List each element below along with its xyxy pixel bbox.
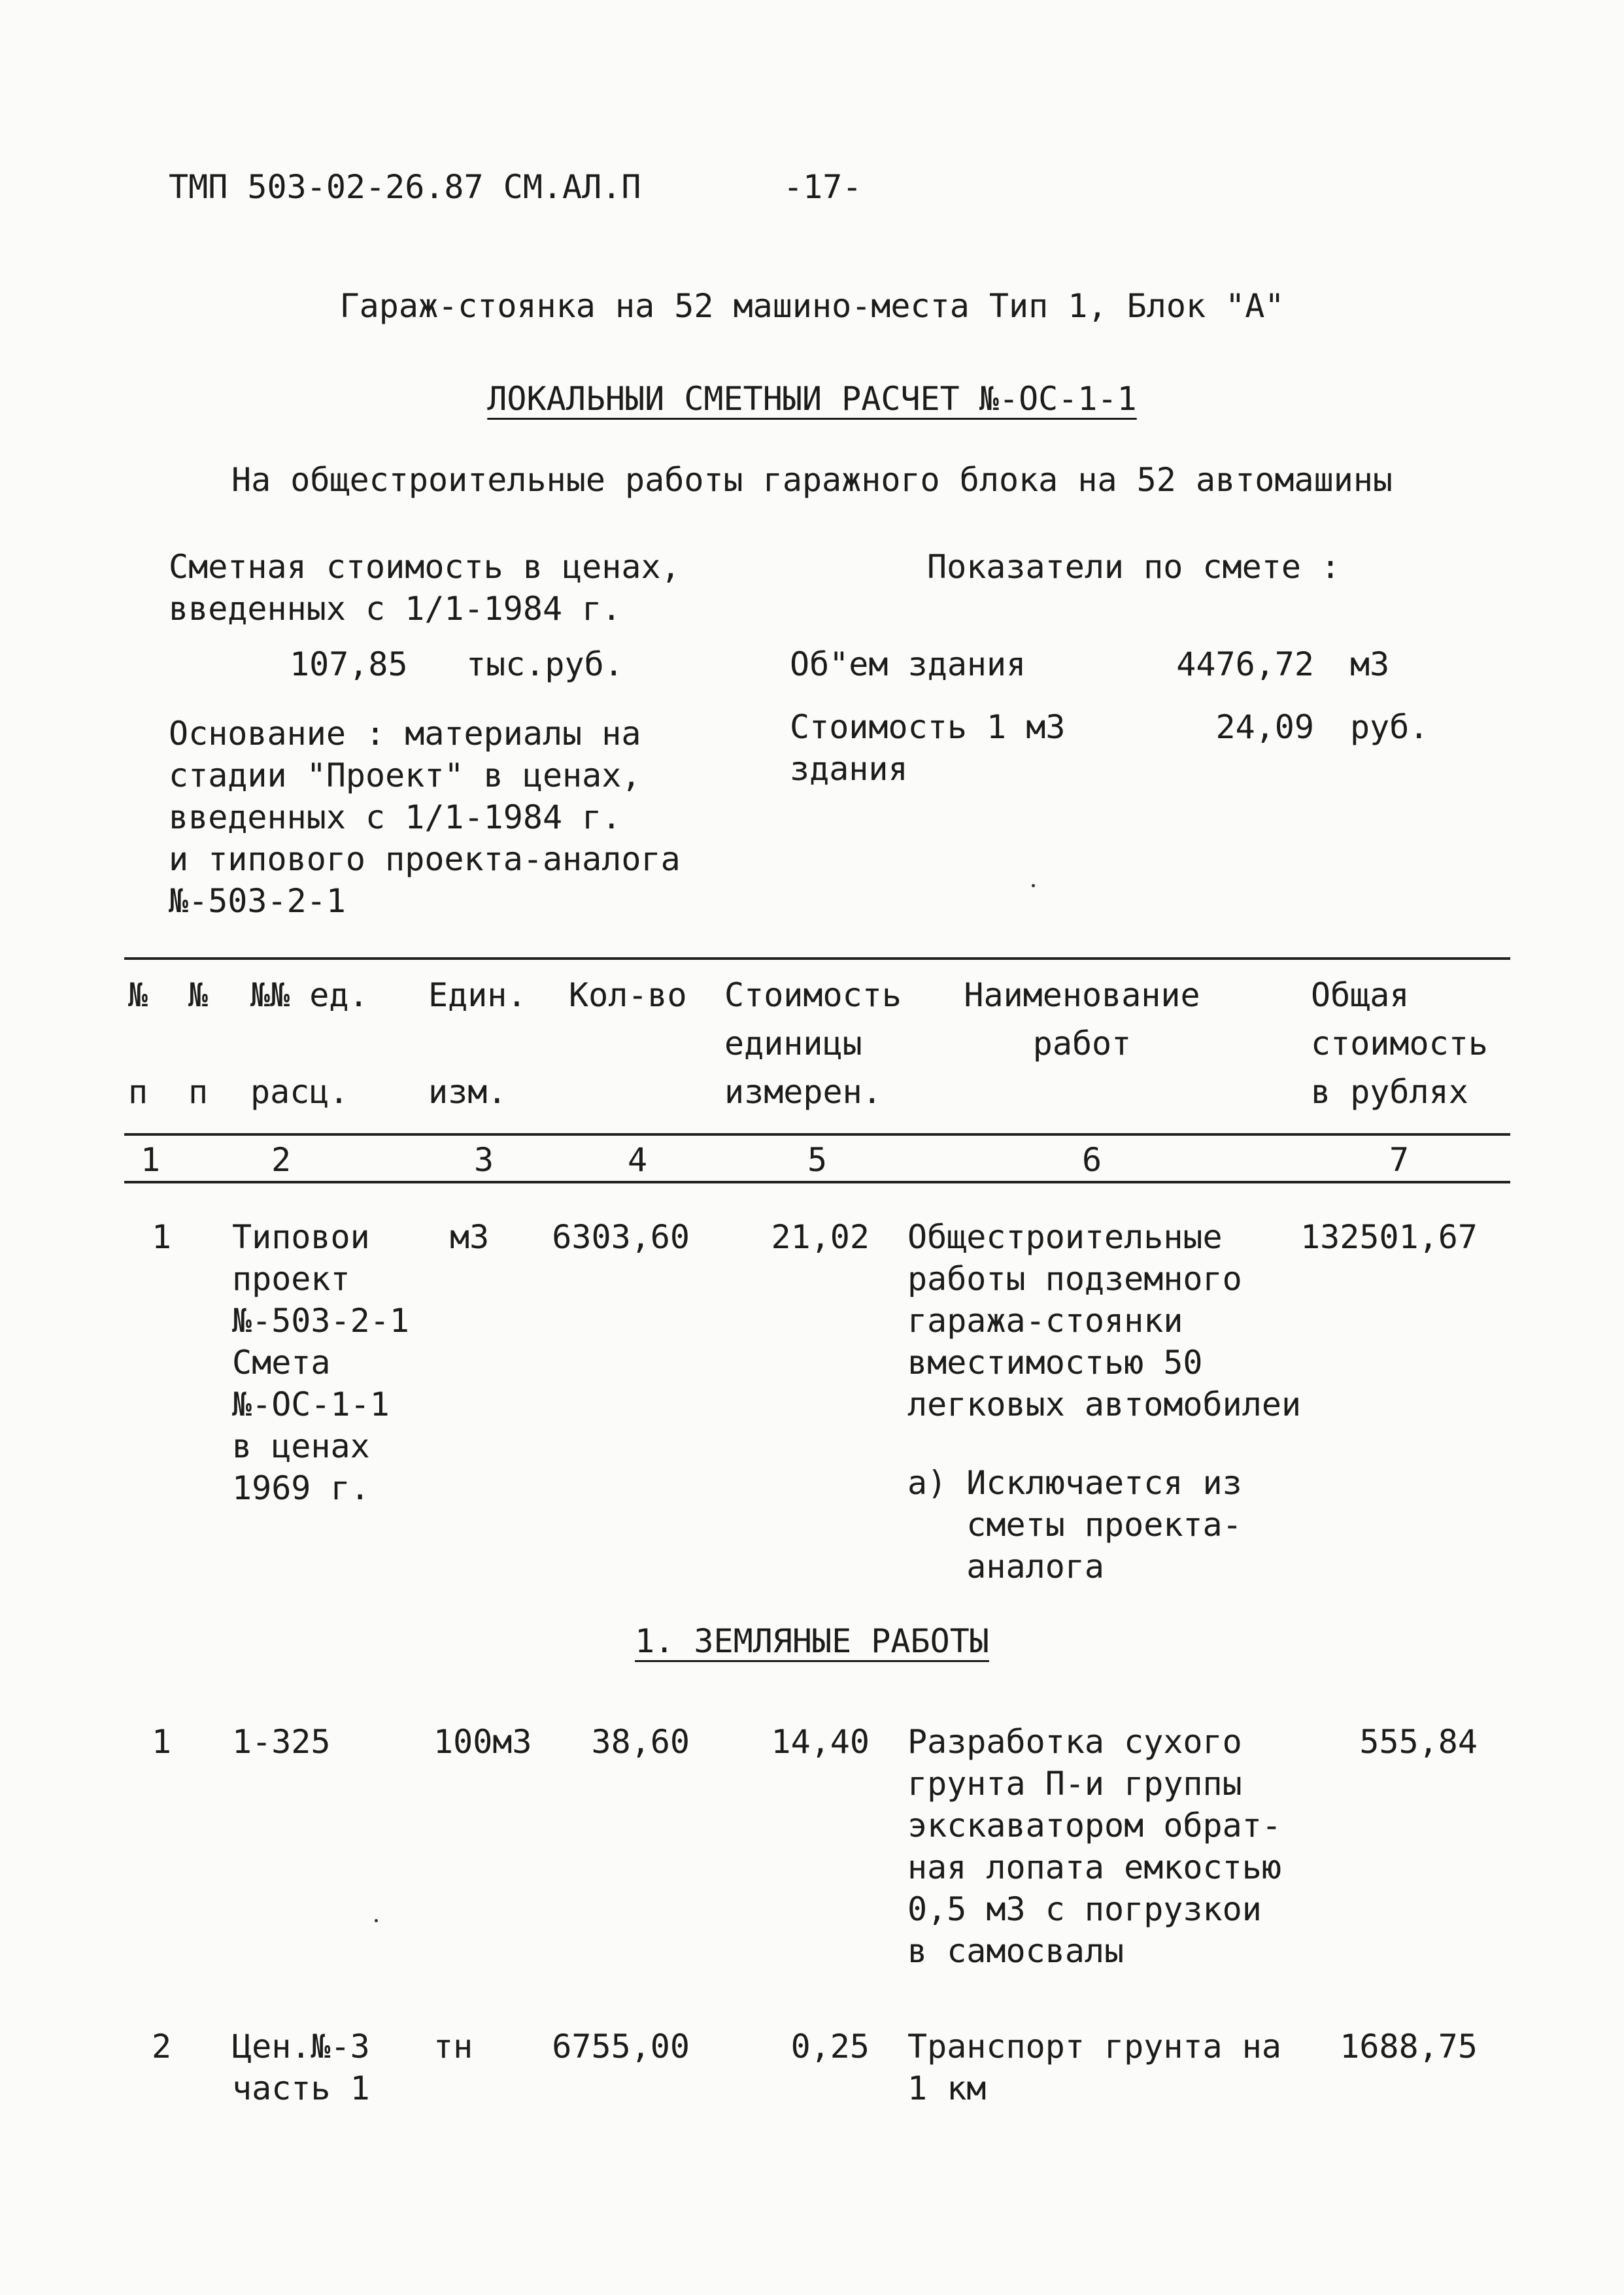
row-unit: тн [433,2028,473,2066]
estimate-title-wrap [0,378,1624,420]
column-number-1: 1 [140,1141,161,1179]
row-code: 1-325 [232,1723,331,1761]
row-unit-price: 0,25 [790,2028,870,2066]
column-number-5: 5 [807,1141,828,1179]
row-number: 1 [152,1218,172,1256]
section-title: 1. ЗЕМЛЯНЫЕ РАБОТЫ [635,1622,989,1660]
volume-value: 4476,72 [1176,645,1314,683]
cost-caption: Сметная стоимость в ценах, введенных с 1/1-1984 г. [169,548,681,628]
header-bottom-rule [124,1133,1510,1136]
speck-mark [375,1919,378,1922]
column-number-3: 3 [473,1141,494,1179]
header-col2: № п [188,976,209,1111]
indicators-heading: Показатели по смете : [927,548,1341,586]
header-col3: №№ ед. расц. [250,976,369,1111]
column-number-7: 7 [1389,1141,1410,1179]
row-quantity: 38,60 [591,1723,690,1761]
table-top-rule [124,957,1510,960]
header-col6: Стоимость единицы измерен. [724,976,902,1111]
row-unit: 100м3 [433,1723,532,1761]
header-col5: Кол-во [569,976,687,1014]
row-code: Типовои проект №-503-2-1 Смета №-ОС-1-1 в ценах 1969 г. [232,1218,409,1507]
header-col4: Един. изм. [428,976,527,1111]
header-col8: Общая стоимость в рублях [1311,976,1488,1111]
column-number-6: 6 [1081,1141,1102,1179]
estimate-title: ЛОКАЛЬНЫИ СМЕТНЫИ РАСЧЕТ №-ОС-1-1 [487,380,1137,418]
row-total: 132501,67 [1300,1218,1478,1256]
row-work-name: Транспорт грунта на 1 км [907,2028,1281,2107]
volume-label: Об"ем здания [790,645,1026,683]
row-total: 1688,75 [1340,2028,1478,2066]
document-subtitle: На общестроительные работы гаражного блока на 52 автомашины [231,461,1393,499]
column-number-2: 2 [271,1141,292,1179]
row-quantity: 6755,00 [552,2028,690,2066]
row-unit: м3 [450,1218,490,1256]
row-note: а) Исключается из сметы проекта- аналога [907,1464,1242,1586]
numbering-bottom-rule [124,1181,1510,1183]
cost-value: 107,85 [290,645,408,683]
row-unit-price: 21,02 [771,1218,870,1256]
row-total: 555,84 [1359,1723,1478,1761]
row-number: 2 [152,2028,172,2066]
row-unit-price: 14,40 [771,1723,870,1761]
cost-per-m3-label: Стоимость 1 м3 здания [790,708,1066,788]
basis-text: Основание : материалы на стадии "Проект" в ценах, введенных с 1/1-1984 г. и типового проекта-аналога №-503-2-1 [169,715,681,920]
page-number: -17- [783,168,862,206]
volume-unit: м3 [1350,645,1390,683]
speck-mark [1032,884,1035,887]
document-title: Гараж-стоянка на 52 машино-места Тип 1, Блок "А" [339,287,1285,325]
cost-unit: тыс.руб. [466,645,624,683]
row-work-name: Общестроительные работы подземного гаража-стоянки вместимостью 50 легковых автомобилеи [907,1218,1302,1423]
row-work-name: Разработка сухого грунта П-и группы экскаватором обрат- ная лопата емкостью 0,5 м3 с погрузкои в самосвалы [907,1723,1281,1970]
row-number: 1 [152,1723,172,1761]
cost-per-m3-value: 24,09 [1215,708,1314,746]
document-code: ТМП 503-02-26.87 СМ.АЛ.П [169,168,641,206]
cost-per-m3-unit: руб. [1350,708,1429,746]
row-quantity: 6303,60 [552,1218,690,1256]
column-number-4: 4 [627,1141,648,1179]
row-code: Цен.№-3 часть 1 [232,2028,370,2107]
header-col1: № п [128,976,148,1111]
section-title-wrap [0,1620,1624,1662]
header-col7: Наименование работ [964,976,1200,1062]
